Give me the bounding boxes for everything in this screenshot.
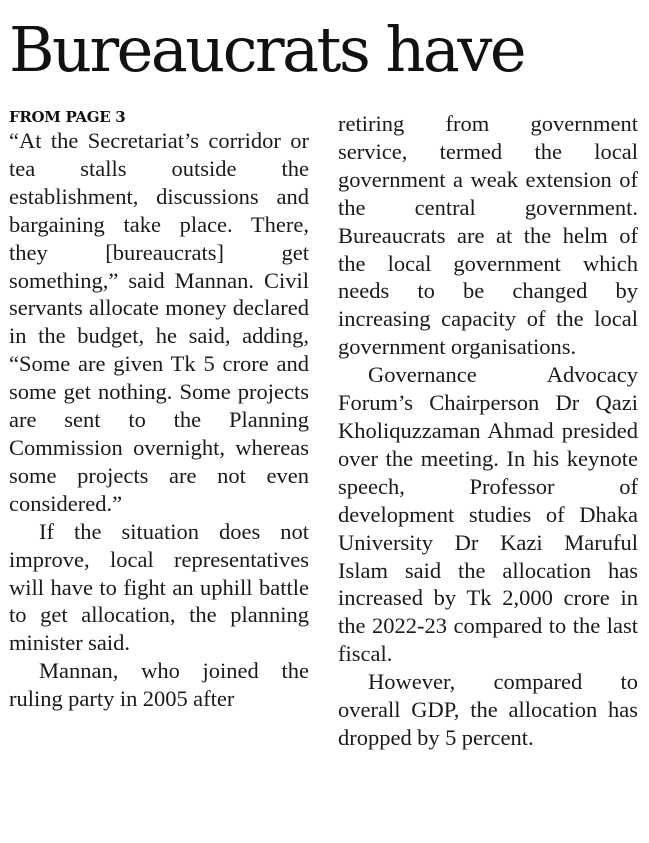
paragraph: Governance Advocacy Forum’s Chairperson Dr Qazi Kholiquzzaman Ahmad presided over the meeting. In his keynote speech, Professor of development studies of Dhaka University Dr Kazi Maruful Islam said the allocation has increased by Tk 2,000 crore in the 2022-23 compared to the last fiscal. [338, 362, 638, 667]
article-body-left [9, 127, 309, 713]
headline: Bureaucrats have [9, 13, 525, 86]
paragraph: “At the Secretariat’s corridor or tea stalls outside the establishment, discussions and bargaining take place. There, they [bureaucrats] get something,” said Mannan. Civil servants allocate money declared in the budget, he said, adding, “Some are given Tk 5 crore and some get nothing. Some projects are sent to the Planning Commission overnight, whereas some projects are not even considered.” [9, 128, 309, 516]
paragraph: However, compared to overall GDP, the allocation has dropped by 5 percent. [338, 669, 638, 750]
paragraph: retiring from government service, termed the local government a weak extension of the central government. Bureaucrats are at the helm of the local government which needs to be changed by increasing capacity of the local government organisations. [338, 111, 638, 360]
article-body-right [338, 110, 638, 752]
paragraph: If the situation does not improve, local representatives will have to fight an uphill battle to get allocation, the planning minister said. [9, 518, 309, 656]
article-column-right [338, 110, 638, 752]
paragraph: Mannan, who joined the ruling party in 2005 after [9, 658, 309, 712]
article-column-left [9, 107, 309, 713]
continued-from-label: FROM PAGE 3 [9, 108, 126, 126]
